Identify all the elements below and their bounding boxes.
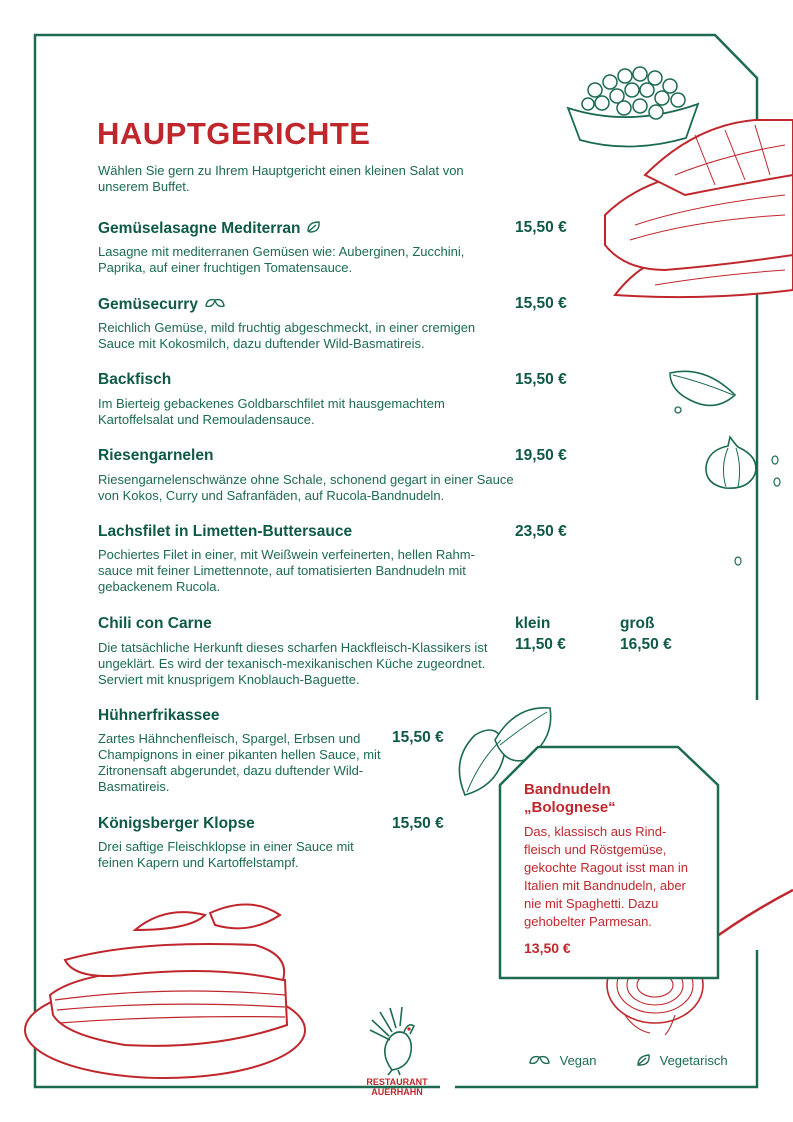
leaf-icon [636,1053,652,1067]
legend-vegan: Vegan [528,1053,597,1068]
dish-price: 23,50 € [515,523,567,540]
leaf-icon [306,219,322,235]
dish-description: Reichlich Gemüse, mild fruchtig abgeschmeckt, in einer cremigen Sauce mit Kokosmilch, dazu duftender Wild-Basmatireis. [98,320,476,351]
dish-price-small: 11,50 € [515,636,566,653]
dish-description: Im Bierteig gebackenes Goldbarschfilet mit hausgemachtem Kartoffelsalat und Remouladensauce. [98,396,445,427]
salmon-illustration [585,115,793,305]
size-label-large: groß [620,615,655,632]
dish-description: Pochiertes Filet in einer, mit Weißwein verfeinerten, hellen Rahm-sauce mit feiner Limettennote, auf tomatisierten Bandnudeln mit gebackenem Rucola. [98,547,475,594]
dish-description: Drei saftige Fleischklopse in einer Sauce mit feinen Kapern und Kartoffelstampf. [98,839,354,870]
dish-description: Riesengarnelenschwänze ohne Schale, schonend gegart in einer Sauce von Kokos, Curry und Safranfäden, auf Rucola-Bandnudeln. [98,472,514,503]
dish-name-chili: Chili con Carne [98,615,212,632]
special-price: 13,50 € [524,940,571,956]
garlic-illustration [700,432,793,492]
dish-name-huehnerfrikassee: Hühnerfrikassee [98,707,220,724]
dish-name-gemueselasagne: Gemüselasagne Mediterran [98,219,322,238]
page-title: HAUPTGERICHTE [97,116,371,151]
dish-price: 15,50 € [515,295,567,312]
special-title: Bandnudeln „Bolognese“ [524,781,616,816]
dish-name-gemuesecurry: Gemüsecurry [98,295,226,314]
double-leaf-icon [528,1053,552,1067]
cardamom-illustration [665,365,745,415]
dish-name-backfisch: Backfisch [98,371,172,388]
double-leaf-icon [204,295,226,311]
auerhahn-logo [362,1004,432,1076]
dish-price-large: 16,50 € [620,636,672,653]
dish-description: Zartes Hähnchenfleisch, Spargel, Erbsen und Champignons in einer pikanten hellen Sauce, mit Zitronensaft abgerundet, dazu duftender Wild-Basmatireis. [98,731,381,794]
dish-price: 15,50 € [392,729,444,746]
intro-text: Wählen Sie gern zu Ihrem Hauptgericht einen kleinen Salat von unserem Buffet. [98,163,464,194]
seed-illustration [732,555,744,567]
lasagne-illustration [15,885,315,1095]
dish-name-koenigsberger-klopse: Königsberger Klopse [98,815,255,832]
dish-price: 15,50 € [515,219,567,236]
size-label-small: klein [515,615,551,632]
dish-price: 15,50 € [515,371,567,388]
legend-vegetarian: Vegetarisch [636,1053,728,1068]
special-description: Das, klassisch aus Rind-fleisch und Röstgemüse, gekochte Ragout isst man in Italien mit Bandnudeln, aber nie mit Spaghetti. Dazu gehobelter Parmesan. [524,824,689,929]
dish-description: Lasagne mit mediterranen Gemüsen wie: Auberginen, Zucchini, Paprika, auf einer fruchtigen Tomatensauce. [98,244,465,275]
dish-name-riesengarnelen: Riesengarnelen [98,447,214,464]
dish-price: 19,50 € [515,447,567,464]
logo-wordmark: RESTAURANT AUERHAHN [366,1077,428,1097]
dish-description: Die tatsächliche Herkunft dieses scharfen Hackfleisch-Klassikers ist ungeklärt. Es wird der texanisch-mexikanischen Küche zugeordnet. Serviert mit knusprigem Knoblauch-Baguette. [98,640,488,687]
dish-name-lachsfilet: Lachsfilet in Limetten-Buttersauce [98,523,353,540]
dish-price: 15,50 € [392,815,444,832]
